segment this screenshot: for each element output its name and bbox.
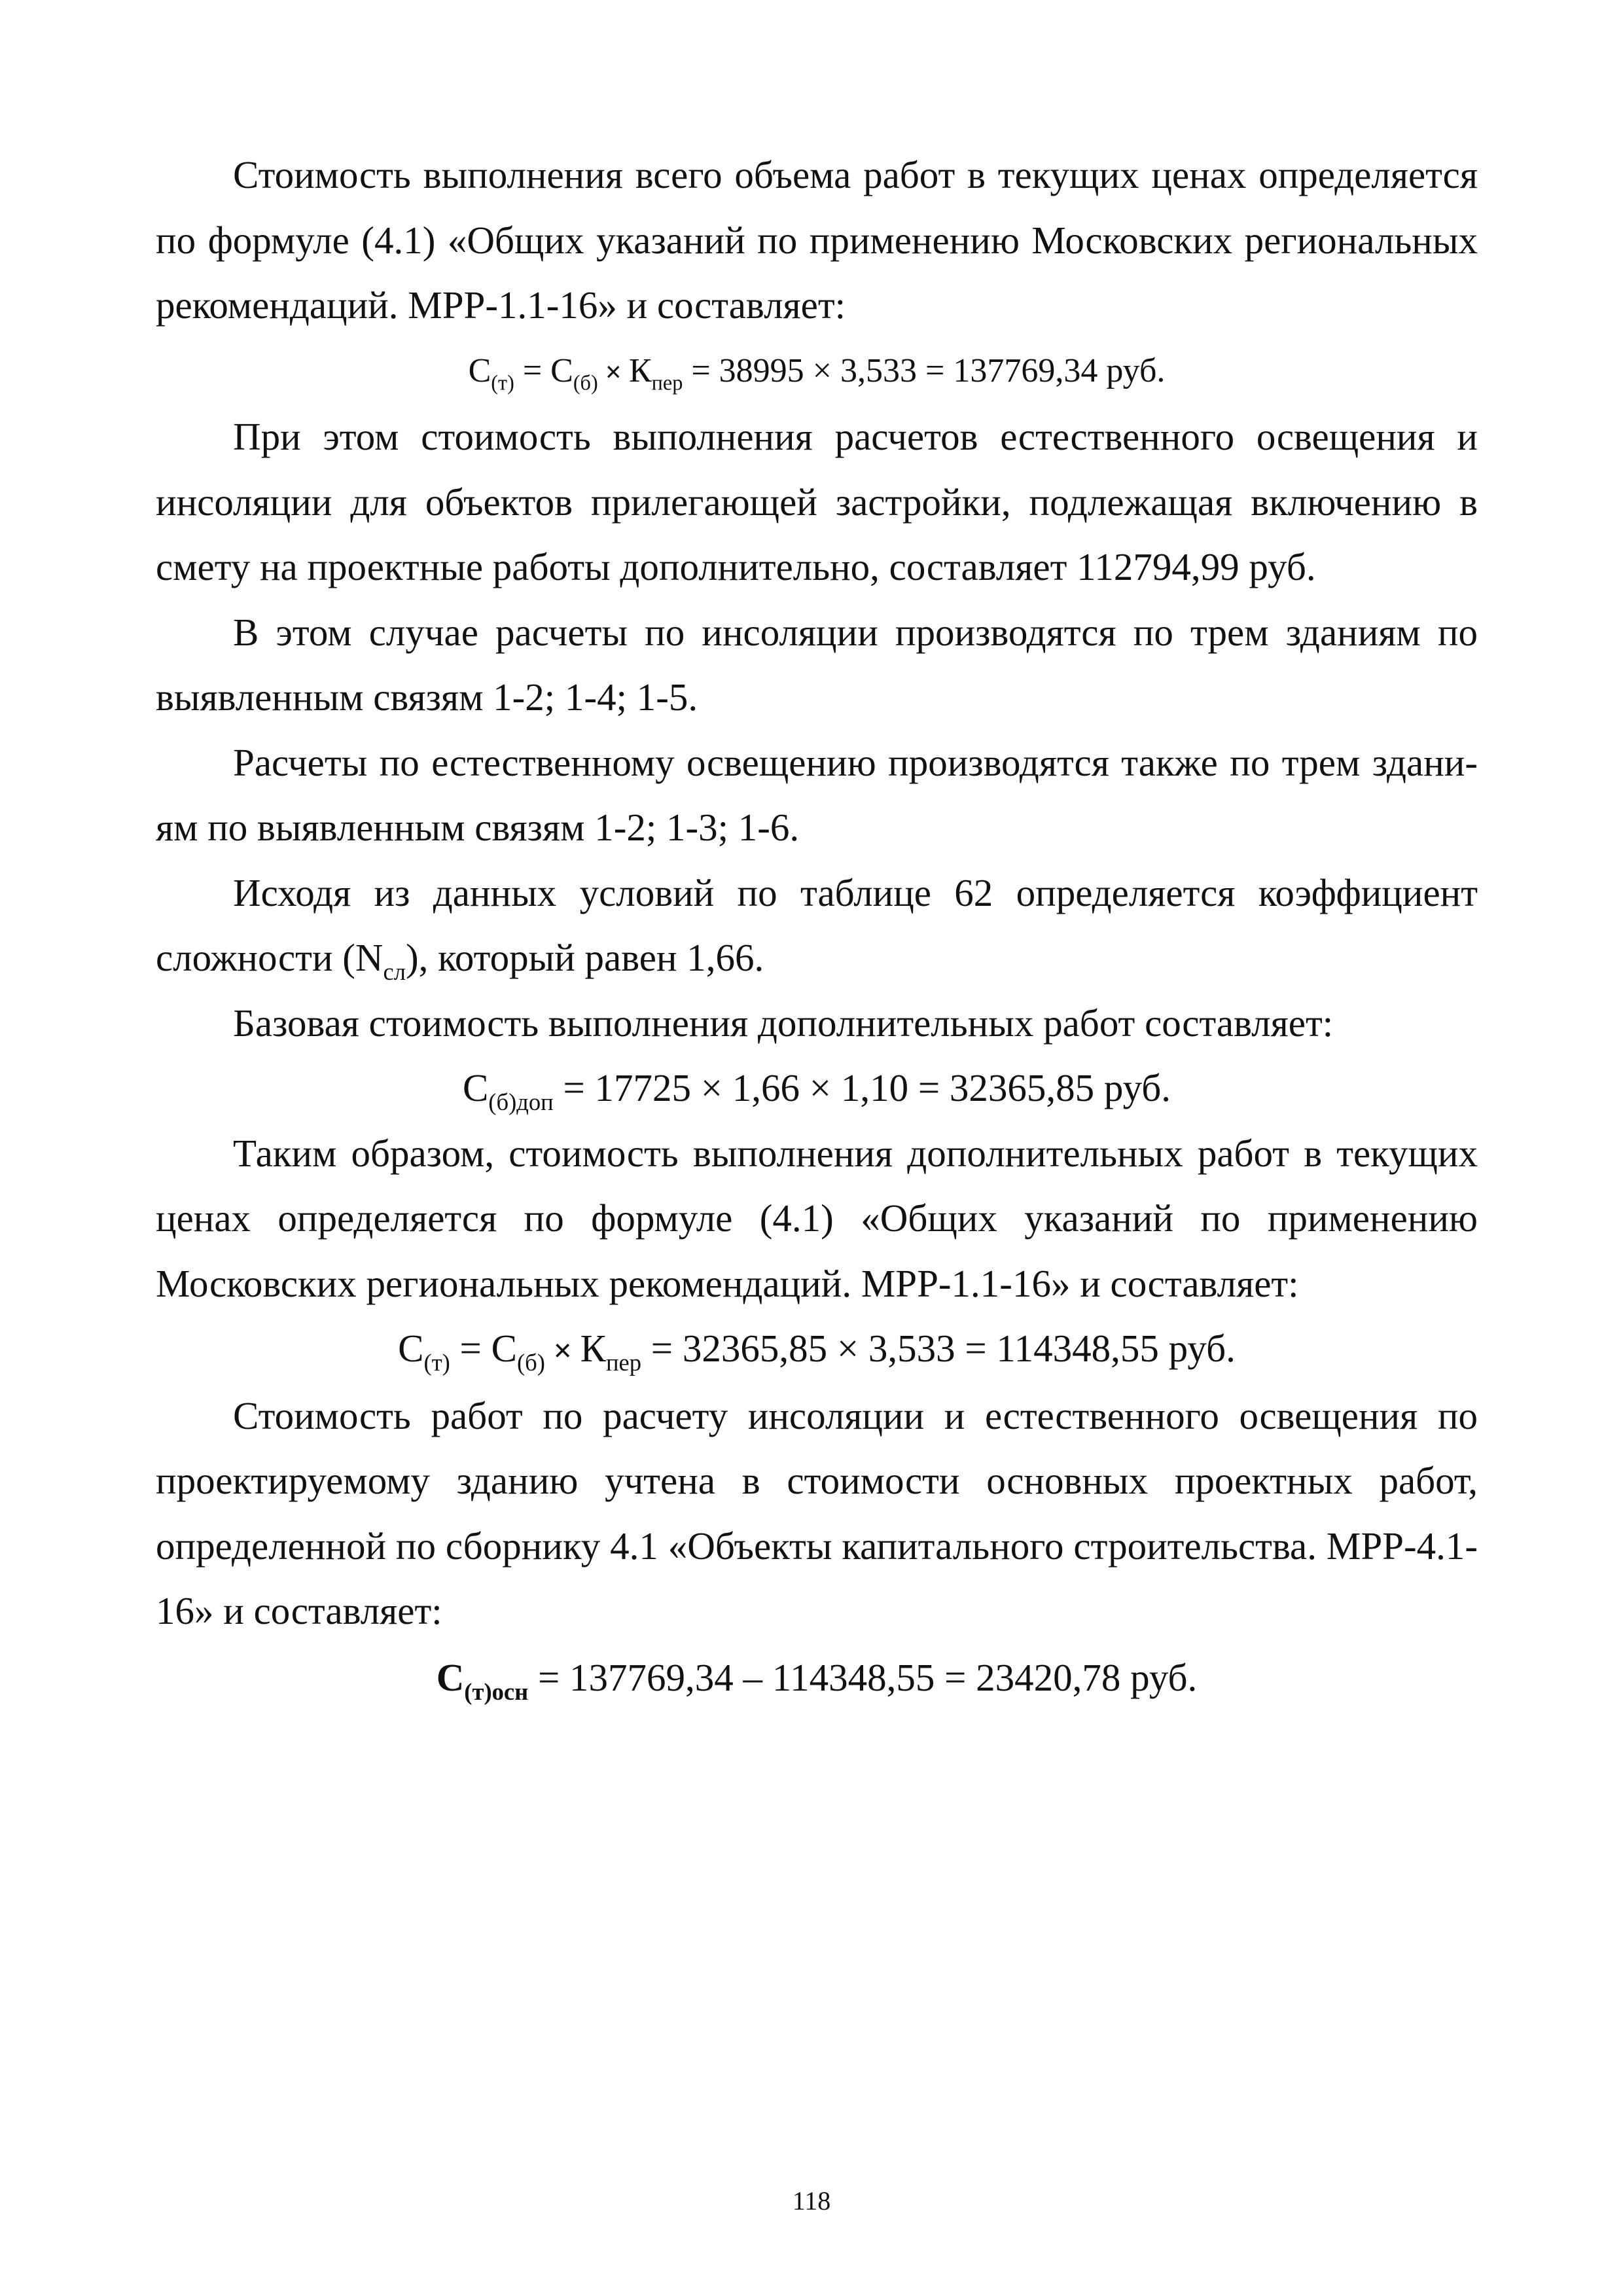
formula-text: = С (514, 351, 573, 389)
formula-subscript: пер (605, 1348, 642, 1376)
formula-base-additional (156, 1056, 1478, 1121)
paragraph-text: ), который равен 1,66. (406, 936, 764, 979)
formula-symbol: С (436, 1655, 465, 1699)
page-number: 118 (792, 2186, 831, 2215)
formula-symbol: С (462, 1066, 489, 1109)
formula-operator: × (544, 1332, 580, 1369)
paragraph-text: Исходя из данных условий по таблице 62 определяется коэффициент сложности (N (156, 870, 1478, 979)
paragraph-lighting: Расчеты по естественному освещению производятся также по трем здани-ям по выявленным связям 1-2; 1-3; 1-6. (156, 740, 1478, 849)
formula-subscript: пер (651, 370, 683, 394)
formula-symbol: С (468, 351, 491, 389)
formula-text: = 38995 × 3,533 = 137769,34 руб. (683, 351, 1166, 389)
paragraph-cost-total: Стоимость выполнения всего объема работ в текущих ценах определяется по формуле (4.1) «Общих указаний по применению Московских региональных рекомендаций. МРР-1.1-16» и составляет: (156, 153, 1478, 327)
paragraph-subscript: сл (383, 958, 406, 985)
formula-symbol: С (398, 1327, 424, 1370)
paragraph-complexity (156, 861, 1478, 991)
paragraph-base-cost: Базовая стоимость выполнения дополнительных работ составляет: (233, 1001, 1334, 1045)
formula-subscript: (б) (516, 1348, 545, 1376)
formula-symbol: К (580, 1327, 606, 1370)
formula-text: = 137769,34 – 114348,55 = 23420,78 руб. (528, 1655, 1198, 1699)
formula-text: = С (450, 1327, 517, 1370)
formula-subscript: (т)осн (464, 1677, 529, 1705)
formula-subscript: (б)доп (488, 1088, 554, 1115)
paragraph-additional-current: Таким образом, стоимость выполнения дополнительных работ в текущих ценах определяется по формуле (4.1) «Общих указаний по применению Московских региональных рекомендаций. МРР-1.1-16» и составляет: (156, 1131, 1478, 1305)
paragraph-additional-cost: При этом стоимость выполнения расчетов естественного освещения и инсоляции для объектов прилегающей застройки, подлежащая включению в смету на проектные работы дополнительно, составляет 112794,99 руб. (156, 415, 1478, 588)
formula-subscript: (т) (491, 370, 514, 394)
formula-text: = 32365,85 × 3,533 = 114348,55 руб. (641, 1327, 1236, 1370)
formula-additional-current (156, 1316, 1478, 1384)
formula-symbol: К (628, 351, 652, 389)
formula-operator: × (597, 355, 629, 388)
paragraph-main-works: Стоимость работ по расчету инсоляции и естественного освещения по проектируемому зданию учтена в стоимости основных проектных работ, определенной по сборнику 4.1 «Объекты капитального строительства. МРР-4.1-16» и составляет: (156, 1393, 1478, 1632)
formula-current-cost (156, 338, 1478, 405)
document-page (156, 143, 1478, 1710)
formula-text: = 17725 × 1,66 × 1,10 = 32365,85 руб. (553, 1066, 1171, 1109)
paragraph-insolation: В этом случае расчеты по инсоляции производятся по трем зданиям по выявленным связям 1-2; 1-4; 1-5. (156, 610, 1478, 719)
formula-subscript: (т) (423, 1348, 450, 1376)
formula-subscript: (б) (573, 370, 598, 394)
formula-main-cost (156, 1645, 1478, 1711)
